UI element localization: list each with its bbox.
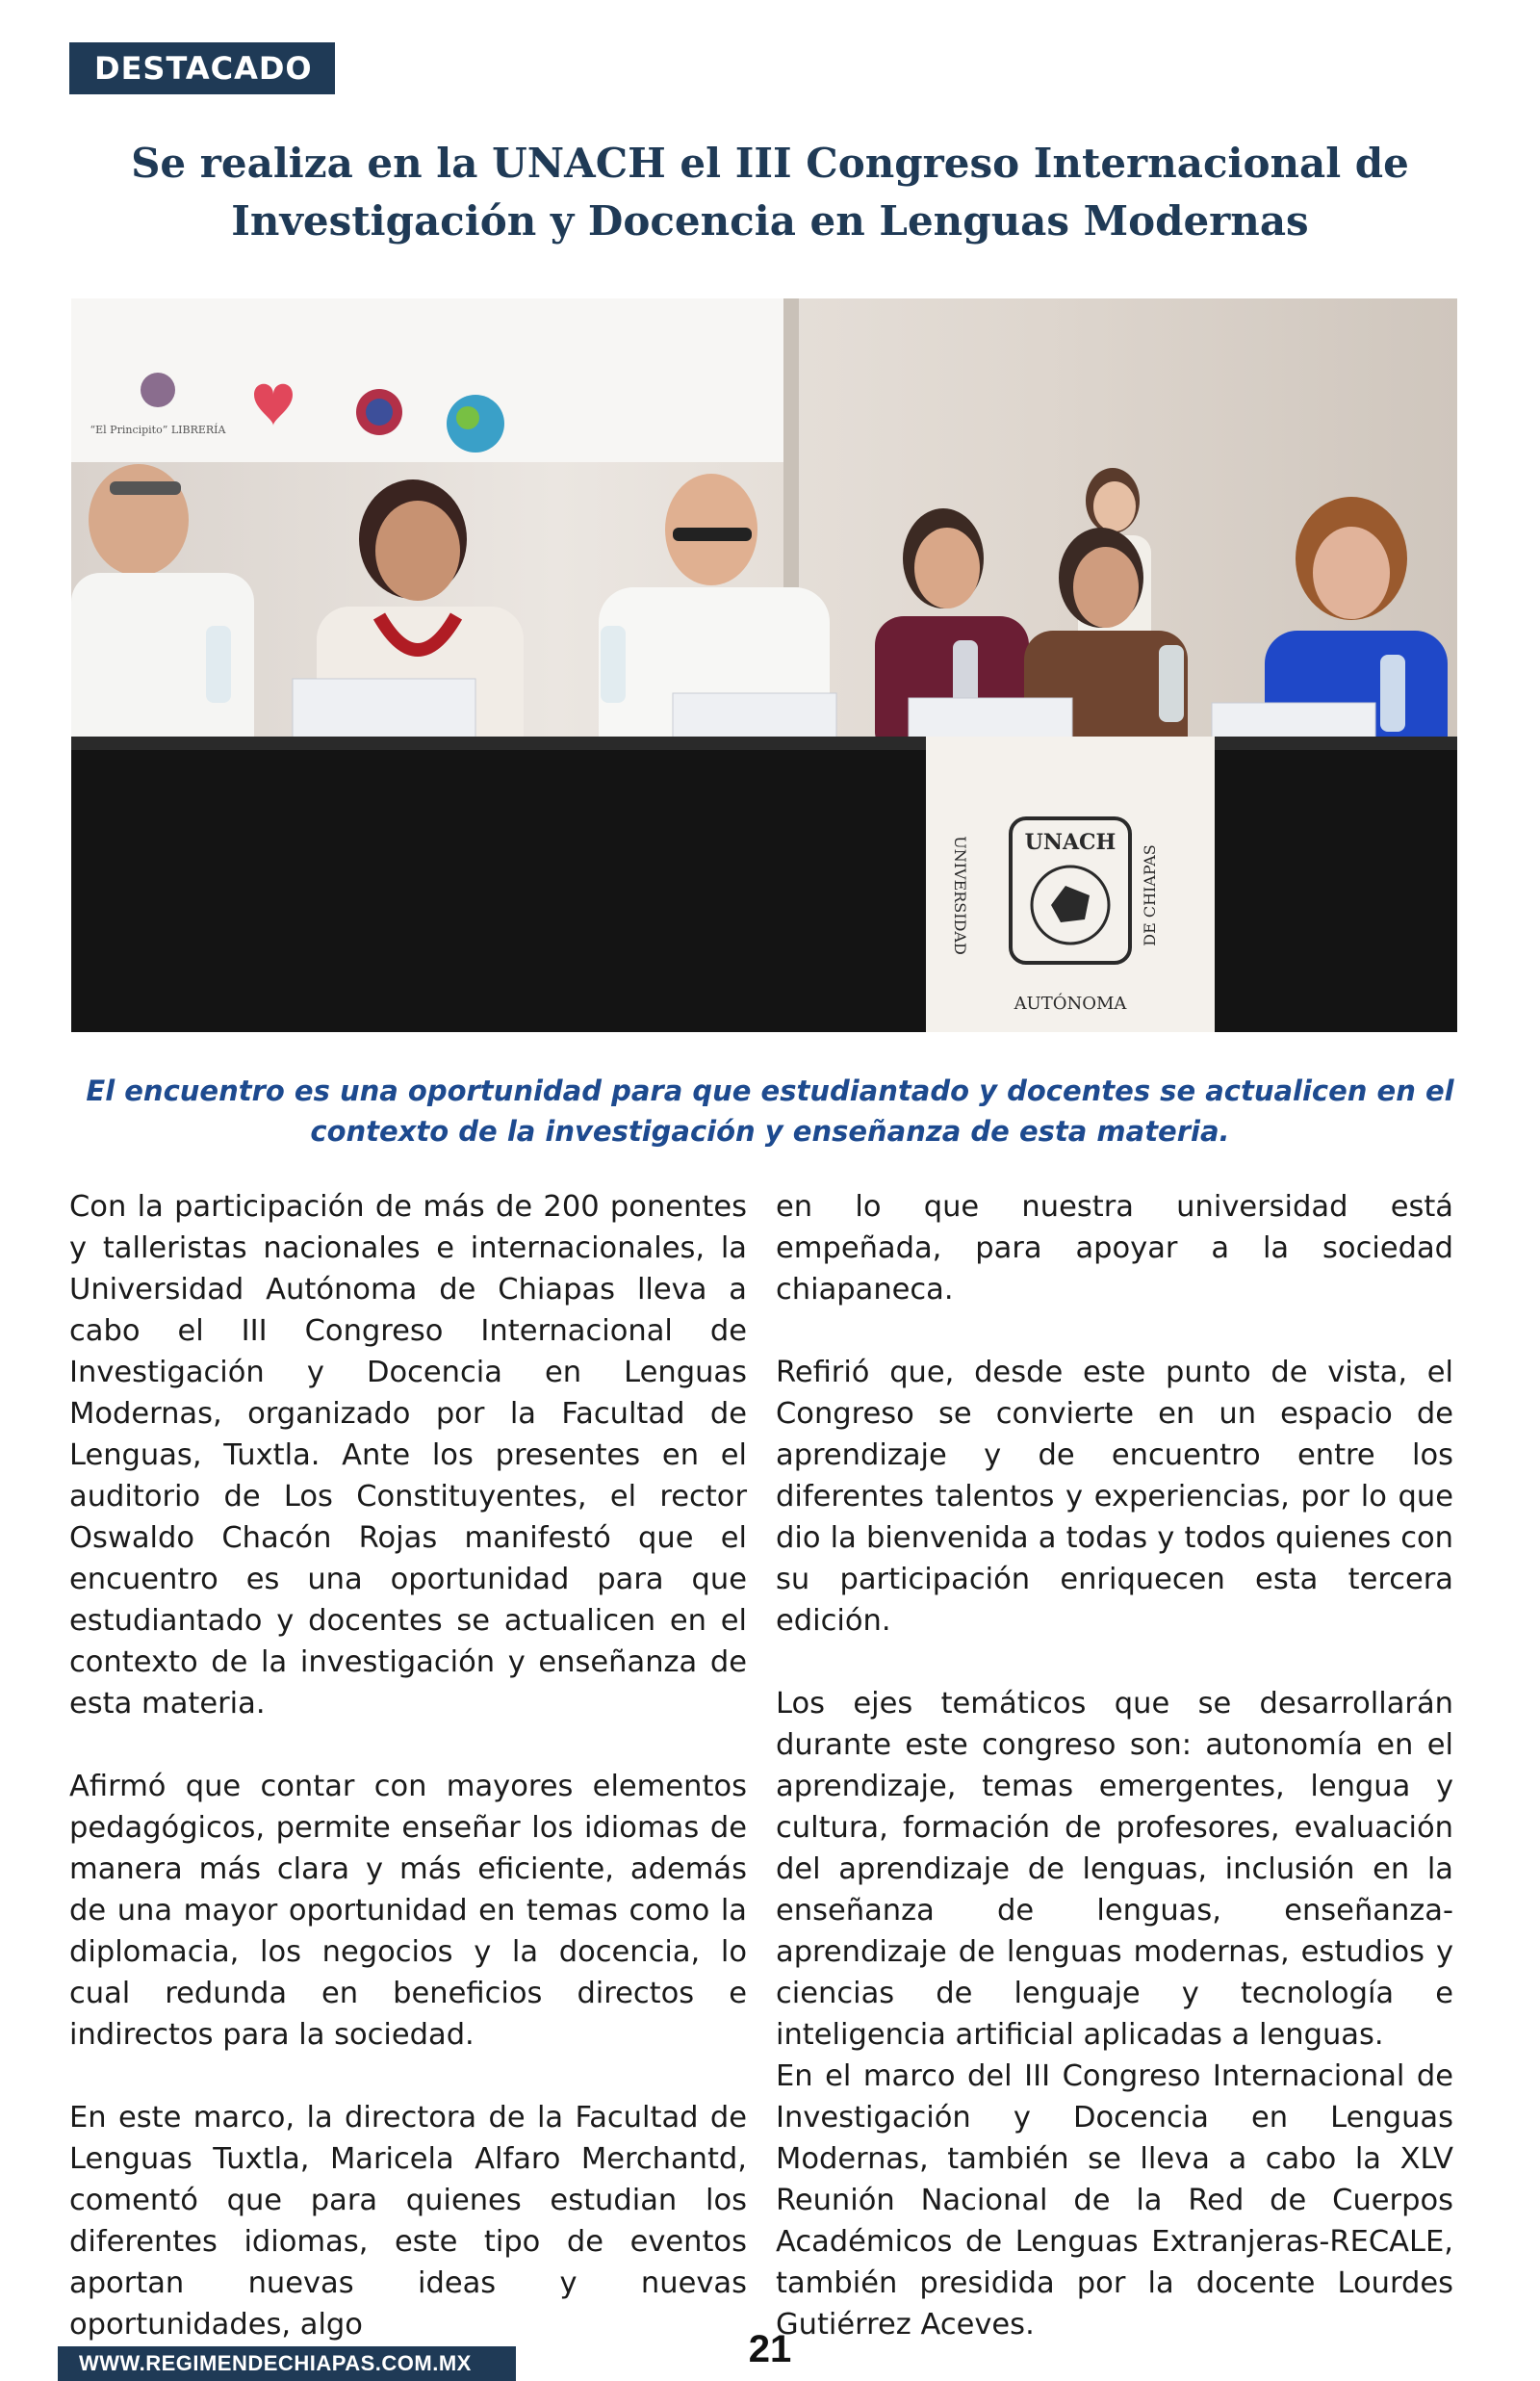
table-cloth xyxy=(71,737,1457,1032)
paragraph: En el marco del III Congreso Internacional de Investigación y Docencia en Lenguas Modernas, también se lleva a cabo la XLV Reunión Nacional de la Red de Cuerpos Académicos de Lenguas Extranjeras-RECALE, también presidida por la docente Lourdes Gutiérrez Aceves. xyxy=(776,2059,1453,2342)
paragraph: en lo que nuestra universidad está empeñada, para apoyar a la sociedad chiapaneca. xyxy=(776,1190,1453,1307)
svg-text:UNACH: UNACH xyxy=(1024,830,1116,855)
banner-text: “El Principito” LIBRERÍA xyxy=(90,424,226,436)
article-photo xyxy=(71,298,1457,1032)
section-tag: DESTACADO xyxy=(69,42,335,94)
article-left-column xyxy=(69,1186,747,2345)
svg-text:AUTÓNOMA: AUTÓNOMA xyxy=(1014,994,1127,1014)
article-right-column xyxy=(776,1186,1453,2345)
paragraph: Afirmó que contar con mayores elementos pedagógicos, permite enseñar los idiomas de manera más clara y más eficiente, además de una mayor oportunidad en temas como la diplomacia, los negocios y la docencia, lo cual redunda en beneficios directos e indirectos para la sociedad. xyxy=(69,1770,747,2052)
paragraph: Con la participación de más de 200 ponentes y talleristas nacionales e internacionales, la Universidad Autónoma de Chiapas lleva a cabo el III Congreso Internacional de Investigación y Docencia en Lenguas Modernas, organizado por la Facultad de Lenguas, Tuxtla. Ante los presentes en el auditorio de Los Constituyentes, el rector Oswaldo Chacón Rojas manifestó que el encuentro es una oportunidad para que estudiantado y docentes se actualicen en el contexto de la investigación y enseñanza de esta materia. xyxy=(69,1190,747,1721)
page-number: 21 xyxy=(748,2328,792,2370)
projection-screen xyxy=(71,298,783,462)
article-title: Se realiza en la UNACH el III Congreso Internacional de Investigación y Docencia en Lenguas Modernas xyxy=(131,140,1409,245)
paragraph: En este marco, la directora de la Facultad de Lenguas Tuxtla, Maricela Alfaro Merchantd, comentó que para quienes estudian los diferentes idiomas, este tipo de eventos aportan nuevas ideas y nuevas oportunidades, algo xyxy=(69,2101,747,2342)
website-footer[interactable]: WWW.REGIMENDECHIAPAS.COM.MX xyxy=(58,2346,516,2381)
paragraph: Refirió que, desde este punto de vista, el Congreso se convierte en un espacio de aprendizaje y de encuentro entre los diferentes talentos y experiencias, por lo que dio la bienvenida a todas y todos quienes con su participación enriquecen esta tercera edición. xyxy=(776,1356,1453,1638)
svg-text:DE CHIAPAS: DE CHIAPAS xyxy=(1141,844,1159,946)
svg-text:UNIVERSIDAD: UNIVERSIDAD xyxy=(951,836,969,955)
article-subtitle: El encuentro es una oportunidad para que estudiantado y docentes se actualicen en el contexto de la investigación y enseñanza de esta materia. xyxy=(86,1074,1454,1148)
paragraph: Los ejes temáticos que se desarrollarán durante este congreso son: autonomía en el aprendizaje, temas emergentes, lengua y cultura, formación de profesores, evaluación del aprendizaje de lenguas, inclusión en la enseñanza de lenguas, enseñanza-aprendizaje de lenguas modernas, estudios y ciencias de lenguaje y tecnología e inteligencia artificial aplicadas a lenguas. xyxy=(776,1687,1453,2052)
